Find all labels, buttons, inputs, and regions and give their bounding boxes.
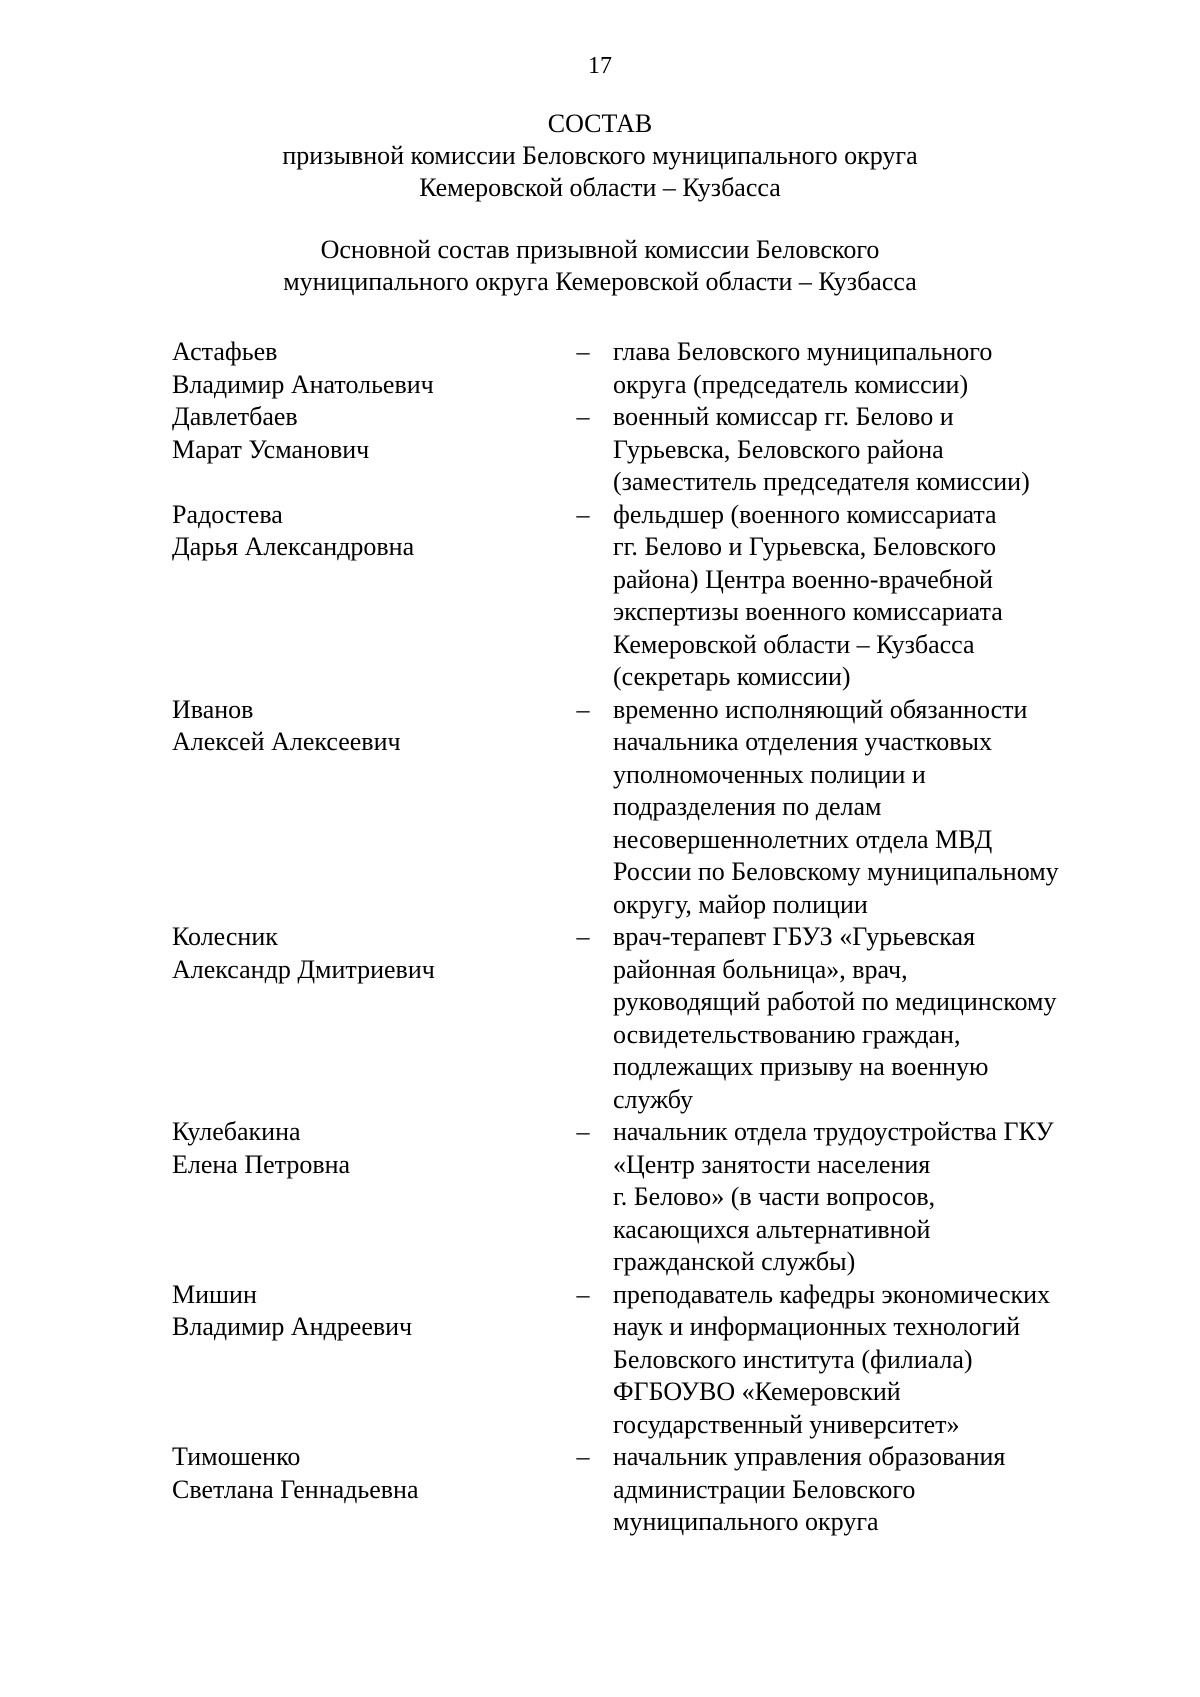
page-number: 17 <box>588 53 612 79</box>
member-role-line: преподаватель кафедры экономических <box>613 1279 1051 1309</box>
member-name <box>172 336 552 401</box>
member-role-line: ФГБОУВО «Кемеровский <box>613 1377 901 1406</box>
section-heading-line: муниципального округа Кемеровской области – Кузбасса <box>283 267 917 296</box>
member-role <box>613 921 1133 1116</box>
member-role-line: освидетельствованию граждан, <box>613 1019 961 1049</box>
member-role-line: военный комиссар гг. Белово и <box>613 402 954 431</box>
dash-separator: – <box>576 337 590 366</box>
member-role-line: администрации Беловского <box>613 1474 916 1504</box>
member-surname: Мишин <box>172 1279 257 1309</box>
member-role-line: начальник отдела трудоустройства ГКУ <box>613 1117 1054 1146</box>
member-surname: Тимошенко <box>172 1442 301 1471</box>
member-role-line: «Центр занятости населения <box>613 1149 931 1179</box>
member-role <box>613 1441 1133 1539</box>
dash-separator: – <box>576 694 590 724</box>
member-role-line: России по Беловскому муниципальному <box>613 857 1059 886</box>
member-role <box>613 694 1133 922</box>
member-entry <box>0 401 1200 499</box>
member-role-line: Беловского института (филиала) <box>613 1344 973 1374</box>
member-role-line: наук и информационных технологий <box>613 1312 1020 1341</box>
title-line: Кемеровской области – Кузбасса <box>419 173 781 202</box>
member-name <box>172 401 552 466</box>
member-given: Владимир Андреевич <box>172 1312 413 1341</box>
member-surname: Астафьев <box>172 337 278 366</box>
member-surname: Радостева <box>172 499 283 529</box>
member-role-line: районная больница», врач, <box>613 954 908 984</box>
member-role-line: Гурьевска, Беловского района <box>613 434 944 464</box>
member-given: Марат Усманович <box>172 434 370 464</box>
member-role-line: государственный университет» <box>613 1409 960 1439</box>
member-role <box>613 1279 1133 1442</box>
member-name <box>172 499 552 564</box>
member-role-line: г. Белово» (в части вопросов, <box>613 1182 936 1211</box>
member-role-line: глава Беловского муниципального <box>613 337 993 366</box>
member-entry <box>0 336 1200 401</box>
member-surname: Кулебакина <box>172 1117 301 1146</box>
member-list <box>0 336 1200 1539</box>
member-surname: Давлетбаев <box>172 402 298 431</box>
member-name <box>172 694 552 759</box>
member-entry <box>0 1441 1200 1539</box>
member-role-line: несовершеннолетних отдела МВД <box>613 824 993 854</box>
member-surname: Иванов <box>172 694 254 724</box>
member-role-line: касающихся альтернативной <box>613 1214 931 1244</box>
member-given: Алексей Алексеевич <box>172 727 401 756</box>
member-role-line: подразделения по делам <box>613 792 882 821</box>
member-surname: Колесник <box>172 922 278 951</box>
member-role-line: начальника отделения участковых <box>613 727 993 756</box>
member-role-line: начальник управления образования <box>613 1442 1006 1471</box>
member-role <box>613 1116 1133 1279</box>
member-given: Елена Петровна <box>172 1149 351 1179</box>
dash-separator: – <box>576 922 590 951</box>
member-entry <box>0 499 1200 694</box>
dash-separator: – <box>576 1117 590 1146</box>
section-heading-line: Основной состав призывной комиссии Беловского <box>320 235 880 264</box>
member-given: Дарья Александровна <box>172 532 415 561</box>
document-title <box>0 108 1200 204</box>
section-heading <box>0 234 1200 298</box>
member-role <box>613 401 1133 499</box>
dash-separator: – <box>576 499 590 529</box>
member-entry <box>0 1116 1200 1279</box>
member-role-line: (секретарь комиссии) <box>613 662 851 691</box>
member-role-line: гражданской службы) <box>613 1247 856 1276</box>
member-role-line: службу <box>613 1084 694 1114</box>
member-role-line: района) Центра военно-врачебной <box>613 564 993 594</box>
member-given: Александр Дмитриевич <box>172 954 435 984</box>
member-entry <box>0 1279 1200 1442</box>
member-role <box>613 499 1133 694</box>
member-role-line: округу, майор полиции <box>613 889 868 919</box>
member-role-line: уполномоченных полиции и <box>613 759 926 789</box>
member-entry <box>0 694 1200 922</box>
member-given: Владимир Анатольевич <box>172 369 434 399</box>
member-role <box>613 336 1133 401</box>
member-role-line: временно исполняющий обязанности <box>613 694 1028 724</box>
title-line: СОСТАВ <box>547 109 653 138</box>
dash-separator: – <box>576 402 590 431</box>
member-entry <box>0 921 1200 1116</box>
member-role-line: Кемеровской области – Кузбасса <box>613 629 975 659</box>
member-name <box>172 1116 552 1181</box>
member-role-line: руководящий работой по медицинскому <box>613 987 1057 1016</box>
member-role-line: врач-терапевт ГБУЗ «Гурьевская <box>613 922 976 951</box>
member-role-line: гг. Белово и Гурьевска, Беловского <box>613 532 997 561</box>
member-role-line: подлежащих призыву на военную <box>613 1052 989 1081</box>
member-name <box>172 1279 552 1344</box>
member-given: Светлана Геннадьевна <box>172 1474 419 1504</box>
member-role-line: (заместитель председателя комиссии) <box>613 467 1030 496</box>
member-name <box>172 921 552 986</box>
dash-separator: – <box>576 1442 590 1471</box>
dash-separator: – <box>576 1279 590 1309</box>
member-role-line: фельдшер (военного комиссариата <box>613 499 997 529</box>
member-role-line: округа (председатель комиссии) <box>613 369 969 399</box>
member-role-line: муниципального округа <box>613 1507 879 1536</box>
title-line: призывной комиссии Беловского муниципального округа <box>282 141 918 170</box>
member-name <box>172 1441 552 1506</box>
member-role-line: экспертизы военного комиссариата <box>613 597 1003 626</box>
